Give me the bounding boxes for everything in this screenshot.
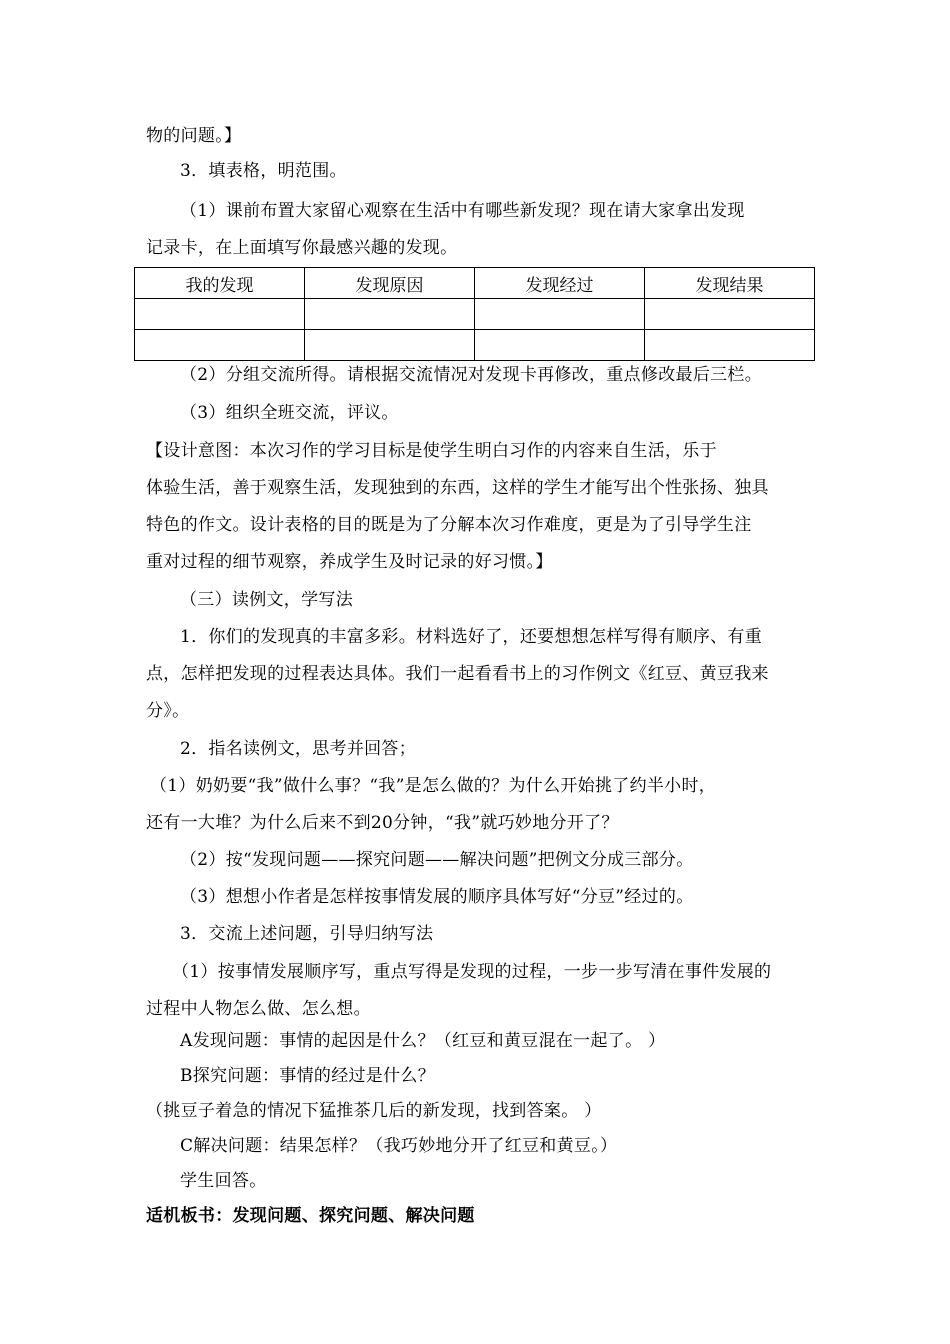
table-cell [475, 330, 645, 361]
section-heading: （三）读例文，学写法 [180, 590, 353, 610]
text-line: C解决问题：结果怎样？（我巧妙地分开了红豆和黄豆。） [180, 1136, 618, 1156]
text-line: 还有一大堆？为什么后来不到20分钟，“我”就巧妙地分开了？ [146, 813, 619, 833]
text-line: 【设计意图：本次习作的学习目标是使学生明白习作的内容来自生活，乐于 [146, 441, 717, 461]
table-header-cell: 我的发现 [135, 268, 305, 299]
text-line: 1．你们的发现真的丰富多彩。材料选好了，还要想想怎样写得有顺序、有重 [180, 627, 763, 647]
text-line: （3）想想小作者是怎样按事情发展的顺序具体写好“分豆”经过的。 [180, 887, 694, 907]
table-row [135, 299, 815, 330]
board-note: 适机板书：发现问题、探究问题、解决问题 [146, 1206, 475, 1226]
text-line: （3）组织全班交流，评议。 [180, 403, 399, 423]
text-line: 记录卡，在上面填写你最感兴趣的发现。 [146, 238, 458, 258]
table-cell [305, 330, 475, 361]
text-line: B探究问题：事情的经过是什么？ [180, 1066, 435, 1086]
text-line: 3．填表格，明范围。 [180, 161, 347, 181]
text-line: （1）奶奶要“我”做什么事？“我”是怎么做的？为什么开始挑了约半小时， [150, 776, 717, 796]
text-line: 分》。 [146, 701, 190, 721]
text-line: 特色的作文。设计表格的目的既是为了分解本次习作难度，更是为了引导学生注 [146, 515, 752, 535]
table-cell [305, 299, 475, 330]
table-header-cell: 发现原因 [305, 268, 475, 299]
text-line: 3．交流上述问题，引导归纳写法 [180, 924, 434, 944]
text-line: 点，怎样把发现的过程表达具体。我们一起看看书上的习作例文《红豆、黄豆我来 [146, 664, 769, 684]
discovery-record-table [134, 267, 815, 361]
table-cell [135, 330, 305, 361]
text-line: （2）分组交流所得。请根据交流情况对发现卡再修改，重点修改最后三栏。 [180, 365, 763, 385]
table-header-row [135, 268, 815, 299]
text-line: 重对过程的细节观察，养成学生及时记录的好习惯。】 [146, 552, 553, 572]
table-header-cell: 发现经过 [475, 268, 645, 299]
text-line: 过程中人物怎么做、怎么想。 [146, 999, 371, 1019]
text-line: 2．指名读例文，思考并回答； [180, 739, 417, 759]
text-line: A发现问题：事情的起因是什么？（红豆和黄豆混在一起了。 ） [180, 1031, 666, 1051]
table-cell [645, 299, 815, 330]
text-line: 学生回答。 [180, 1171, 267, 1191]
table-cell [475, 299, 645, 330]
text-line: （1）按事情发展顺序写，重点写得是发现的过程，一步一步写清在事件发展的 [172, 962, 772, 982]
table-row [135, 330, 815, 361]
text-line: 体验生活，善于观察生活，发现独到的东西，这样的学生才能写出个性张扬、独具 [146, 478, 769, 498]
table-cell [645, 330, 815, 361]
table-header-cell: 发现结果 [645, 268, 815, 299]
text-line: （1）课前布置大家留心观察在生活中有哪些新发现？现在请大家拿出发现 [180, 201, 745, 221]
text-line: 物的问题。】 [146, 126, 242, 146]
table-cell [135, 299, 305, 330]
text-line: （2）按“发现问题——探究问题——解决问题”把例文分成三部分。 [180, 850, 694, 870]
text-line: （挑豆子着急的情况下猛推茶几后的新发现，找到答案。 ） [146, 1101, 602, 1121]
